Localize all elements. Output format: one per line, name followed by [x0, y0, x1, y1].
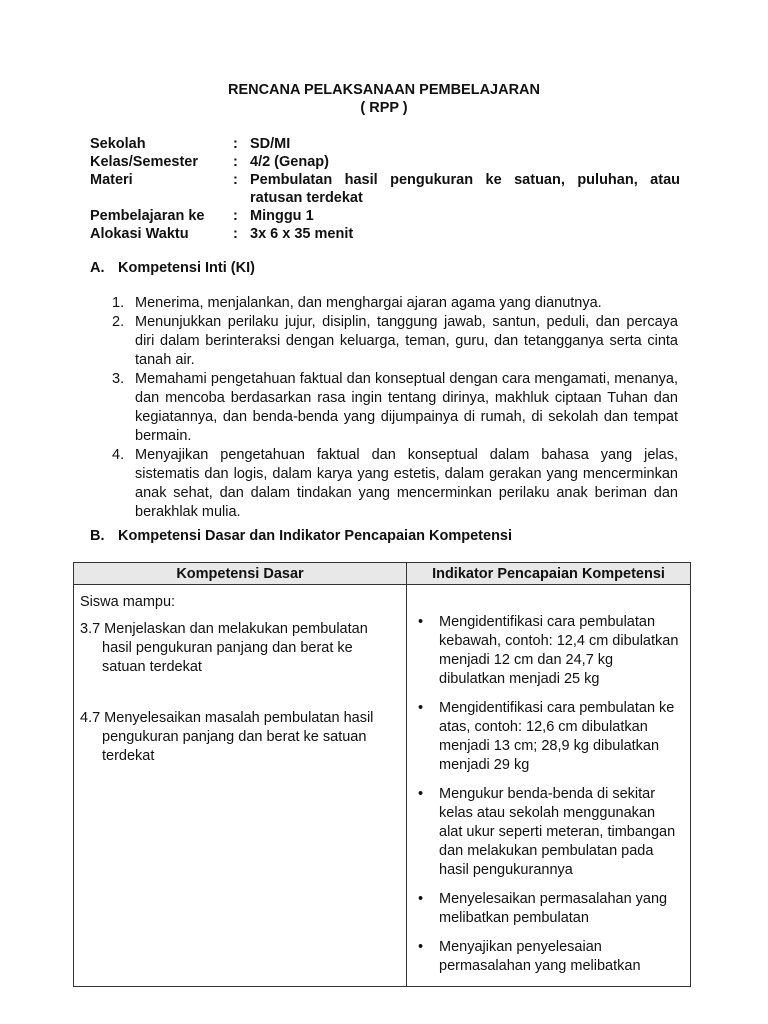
info-label: Sekolah: [90, 136, 146, 152]
indikator-item: [415, 938, 682, 976]
section-title: Kompetensi Dasar dan Indikator Pencapaian Kompetensi: [118, 528, 513, 544]
section-b-heading: [90, 528, 512, 544]
info-row: [90, 207, 680, 225]
colon: :: [233, 226, 238, 242]
bullet-icon: •: [418, 939, 424, 955]
indikator-item: [415, 785, 682, 880]
colon: :: [233, 136, 238, 152]
indikator-item: [415, 699, 682, 775]
info-row: [90, 153, 680, 171]
document-title: RENCANA PELAKSANAAN PEMBELAJARAN: [227, 82, 541, 98]
info-value: SD/MI: [250, 136, 291, 152]
indikator-item: [415, 890, 682, 928]
bullet-icon: •: [418, 700, 424, 716]
item-number: 2.: [112, 314, 125, 330]
indikator-cell: [407, 585, 691, 987]
info-label: Pembelajaran ke: [90, 208, 205, 224]
list-item: [112, 370, 678, 446]
info-row: [90, 171, 680, 207]
kd-intro: Siswa mampu:: [80, 594, 176, 610]
indikator-item: [415, 613, 682, 689]
item-text: Menunjukkan perilaku jujur, disiplin, tanggung jawab, santun, peduli, dan percaya diri dalam berinteraksi dengan keluarga, teman, guru, dan tetangganya serta cinta tanah air.: [135, 314, 678, 368]
info-value: Pembulatan hasil pengukuran ke satuan, puluhan, atau ratusan terdekat: [250, 172, 680, 206]
bullet-icon: •: [418, 891, 424, 907]
info-label: Alokasi Waktu: [90, 226, 189, 242]
info-label: Materi: [90, 172, 133, 188]
ki-list: [112, 294, 678, 522]
colon: :: [233, 208, 238, 224]
item-text: Memahami pengetahuan faktual dan konseptual dengan cara mengamati, menanya, dan mencoba berdasarkan rasa ingin tentang dirinya, makhluk ciptaan Tuhan dan kegiatannya, dan benda-benda yang dijumpainya di rumah, di sekolah dan tempat bermain.: [135, 371, 678, 444]
info-row: [90, 225, 680, 243]
list-item: [112, 313, 678, 370]
colon: :: [233, 172, 238, 188]
document-subtitle: ( RPP ): [360, 100, 408, 116]
header-kompetensi-dasar: Kompetensi Dasar: [74, 563, 407, 585]
indikator-text: Mengidentifikasi cara pembulatan kebawah, contoh: 12,4 cm dibulatkan menjadi 12 cm dan 24,7 kg dibulatkan menjadi 25 kg: [439, 614, 679, 687]
item-number: 4.: [112, 447, 125, 463]
info-row: [90, 135, 680, 153]
bullet-icon: •: [418, 786, 424, 802]
section-letter: B.: [90, 528, 105, 544]
info-value: 3x 6 x 35 menit: [250, 226, 354, 242]
indikator-text: Menyelesaikan permasalahan yang melibatkan pembulatan: [439, 891, 668, 926]
indikator-text: Mengidentifikasi cara pembulatan ke atas, contoh: 12,6 cm dibulatkan menjadi 13 cm; 28,9 kg dibulatkan menjadi 29 kg: [439, 700, 675, 773]
item-text: Menyajikan pengetahuan faktual dan konseptual dalam bahasa yang jelas, sistematis dan logis, dalam karya yang estetis, dalam gerakan yang mencerminkan anak sehat, dan dalam tindakan yang mencerminkan perilaku anak beriman dan berakhlak mulia.: [135, 447, 678, 520]
section-a-heading: [90, 260, 255, 276]
colon: :: [233, 154, 238, 170]
section-letter: A.: [90, 260, 105, 276]
kd-indikator-table: [73, 562, 691, 987]
info-value: Minggu 1: [250, 208, 314, 224]
kd-item: 3.7 Menjelaskan dan melakukan pembulatan hasil pengukuran panjang dan berat ke satuan terdekat: [80, 621, 368, 675]
item-number: 3.: [112, 371, 125, 387]
indikator-text: Menyajikan penyelesaian permasalahan yang melibatkan: [439, 939, 641, 974]
header-indikator: Indikator Pencapaian Kompetensi: [407, 563, 691, 585]
bullet-icon: •: [418, 614, 424, 630]
item-number: 1.: [112, 295, 125, 311]
list-item: [112, 446, 678, 522]
item-text: Menerima, menjalankan, dan menghargai ajaran agama yang dianutnya.: [135, 295, 602, 311]
info-label: Kelas/Semester: [90, 154, 199, 170]
kd-cell: [74, 585, 407, 987]
info-value: 4/2 (Genap): [250, 154, 329, 170]
indikator-text: Mengukur benda-benda di sekitar kelas atau sekolah menggunakan alat ukur seperti meteran, timbangan dan melakukan pembulatan pada hasil pengukurannya: [439, 786, 676, 878]
list-item: [112, 294, 678, 313]
kd-item: 4.7 Menyelesaikan masalah pembulatan hasil pengukuran panjang dan berat ke satuan terdekat: [80, 710, 374, 764]
info-block: [90, 135, 680, 243]
section-title: Kompetensi Inti (KI): [118, 260, 255, 276]
